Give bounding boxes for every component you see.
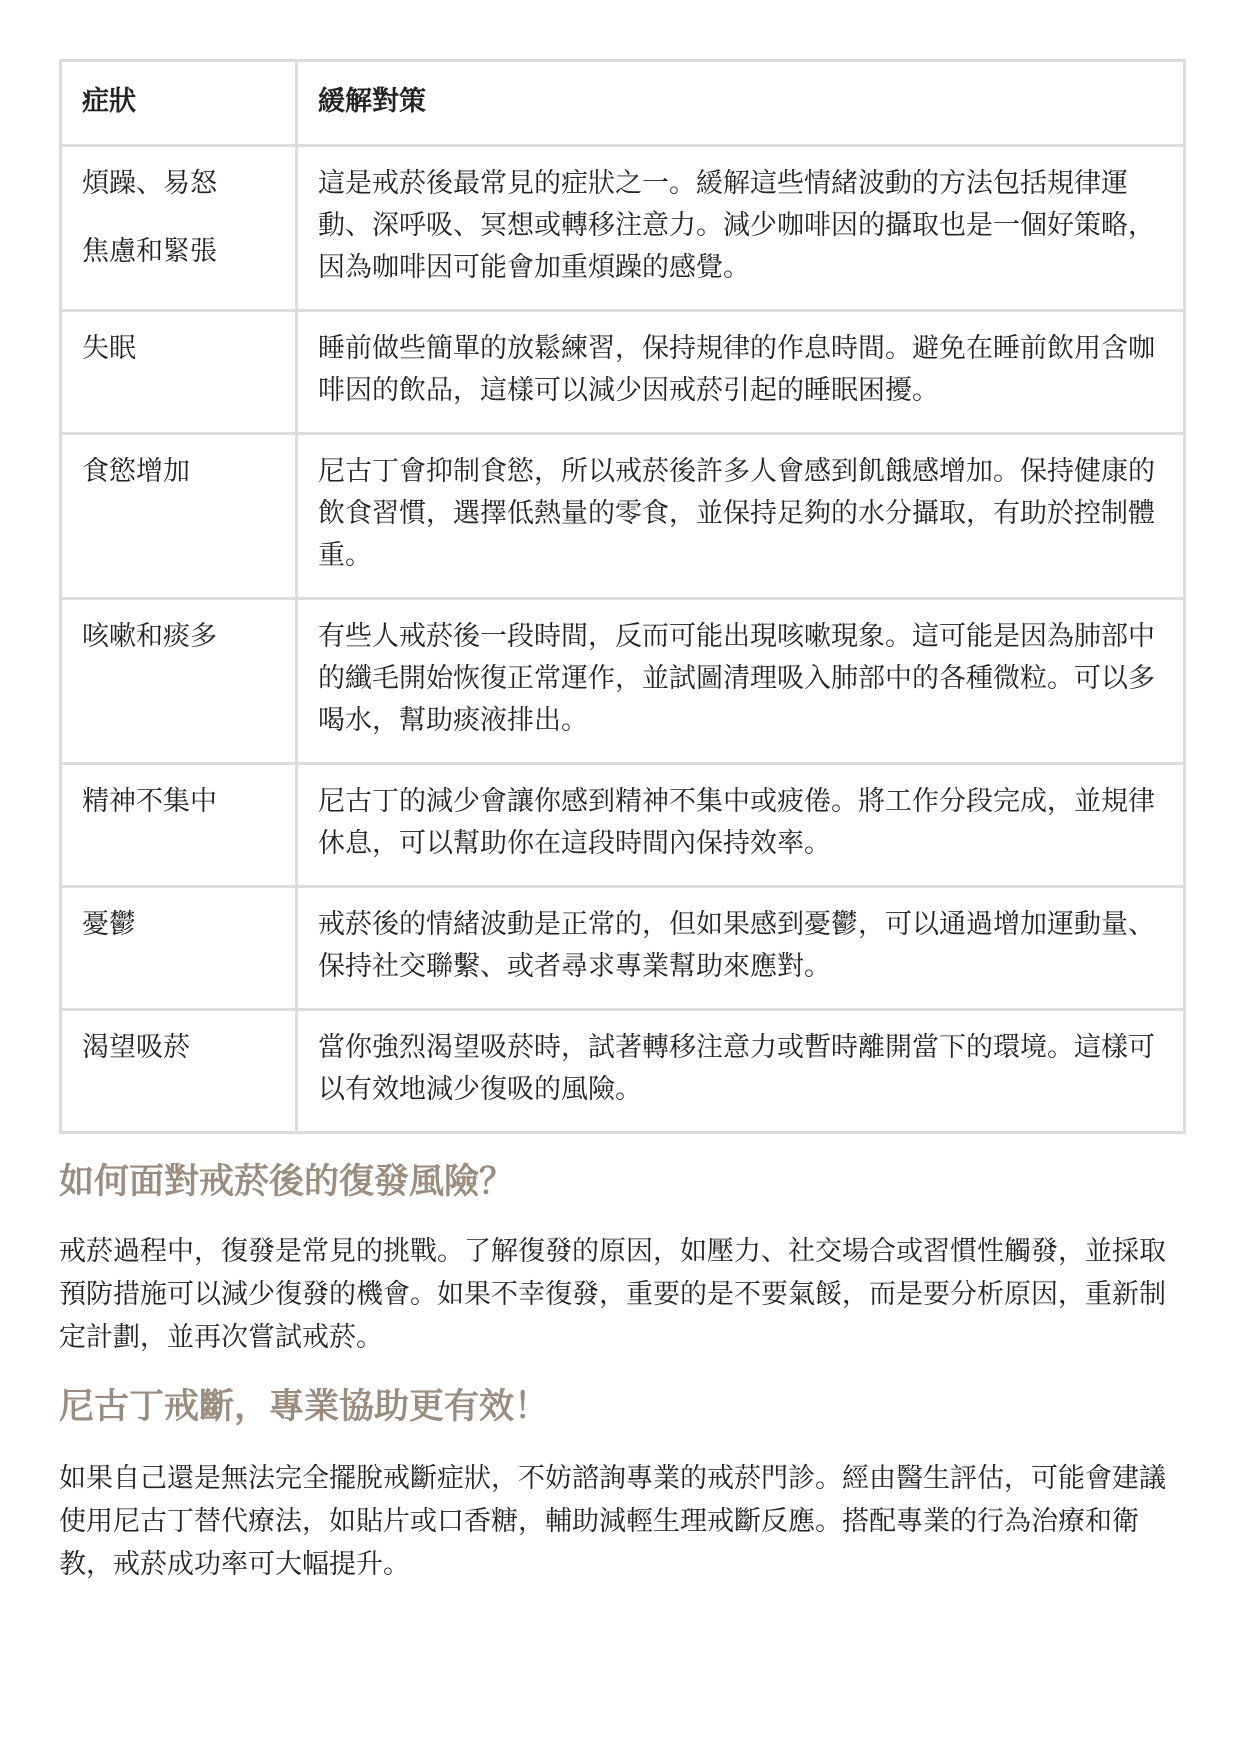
symptom-cell <box>61 1010 297 1133</box>
table-header-row <box>61 61 1185 146</box>
symptom-label: 食慾增加 <box>82 456 190 487</box>
relapse-heading: 如何面對戒菸後的復發風險？ <box>59 1162 515 1202</box>
remedy-cell: 尼古丁會抑制食慾，所以戒菸後許多人會感到飢餓感增加。保持健康的飲食習慣，選擇低熱量的零食，並保持足夠的水分攝取，有助於控制體重。 <box>297 434 1185 599</box>
table-row <box>61 146 1185 311</box>
symptom-label: 焦慮和緊張 <box>82 236 217 267</box>
symptom-label: 煩躁、易怒 <box>82 168 217 199</box>
symptom-cell <box>61 887 297 1010</box>
header-remedy: 緩解對策 <box>297 61 1185 146</box>
header-symptom: 症狀 <box>61 61 297 146</box>
symptom-label: 憂鬱 <box>82 909 136 940</box>
symptom-cell <box>61 434 297 599</box>
symptom-cell <box>61 764 297 887</box>
remedy-cell: 有些人戒菸後一段時間，反而可能出現咳嗽現象。這可能是因為肺部中的纖毛開始恢復正常運作，並試圖清理吸入肺部中的各種微粒。可以多喝水，幫助痰液排出。 <box>297 599 1185 764</box>
nicotine-paragraph: 如果自己還是無法完全擺脫戒斷症狀，不妨諮詢專業的戒菸門診。經由醫生評估，可能會建議使用尼古丁替代療法，如貼片或口香糖，輔助減輕生理戒斷反應。搭配專業的行為治療和衛教，戒菸成功率可大幅提升。 <box>59 1463 1166 1580</box>
remedy-cell: 當你強烈渴望吸菸時，試著轉移注意力或暫時離開當下的環境。這樣可以有效地減少復吸的風險。 <box>297 1010 1185 1133</box>
nicotine-heading: 尼古丁戒斷，專業協助更有效！ <box>59 1387 550 1427</box>
symptom-label: 失眠 <box>82 333 136 364</box>
relapse-paragraph: 戒菸過程中，復發是常見的挑戰。了解復發的原因，如壓力、社交場合或習慣性觸發，並採取預防措施可以減少復發的機會。如果不幸復發，重要的是不要氣餒，而是要分析原因，重新制定計劃，並再次嘗試戒菸。 <box>59 1236 1166 1353</box>
remedy-cell: 尼古丁的減少會讓你感到精神不集中或疲倦。將工作分段完成，並規律休息，可以幫助你在這段時間內保持效率。 <box>297 764 1185 887</box>
symptom-cell <box>61 311 297 434</box>
page <box>59 59 1183 1586</box>
symptom-label: 精神不集中 <box>82 786 217 817</box>
table-row <box>61 599 1185 764</box>
table-row <box>61 764 1185 887</box>
remedy-cell: 戒菸後的情緒波動是正常的，但如果感到憂鬱，可以通過增加運動量、保持社交聯繫、或者尋求專業幫助來應對。 <box>297 887 1185 1010</box>
remedy-cell: 這是戒菸後最常見的症狀之一。緩解這些情緒波動的方法包括規律運動、深呼吸、冥想或轉移注意力。減少咖啡因的攝取也是一個好策略，因為咖啡因可能會加重煩躁的感覺。 <box>297 146 1185 311</box>
symptom-cell <box>61 599 297 764</box>
remedy-cell: 睡前做些簡單的放鬆練習，保持規律的作息時間。避免在睡前飲用含咖啡因的飲品，這樣可以減少因戒菸引起的睡眠困擾。 <box>297 311 1185 434</box>
symptom-label: 渴望吸菸 <box>82 1032 190 1063</box>
table-row <box>61 887 1185 1010</box>
table-row <box>61 311 1185 434</box>
symptom-label: 咳嗽和痰多 <box>82 621 217 652</box>
symptom-cell <box>61 146 297 311</box>
table-row <box>61 434 1185 599</box>
table-row <box>61 1010 1185 1133</box>
symptom-table <box>59 59 1186 1134</box>
